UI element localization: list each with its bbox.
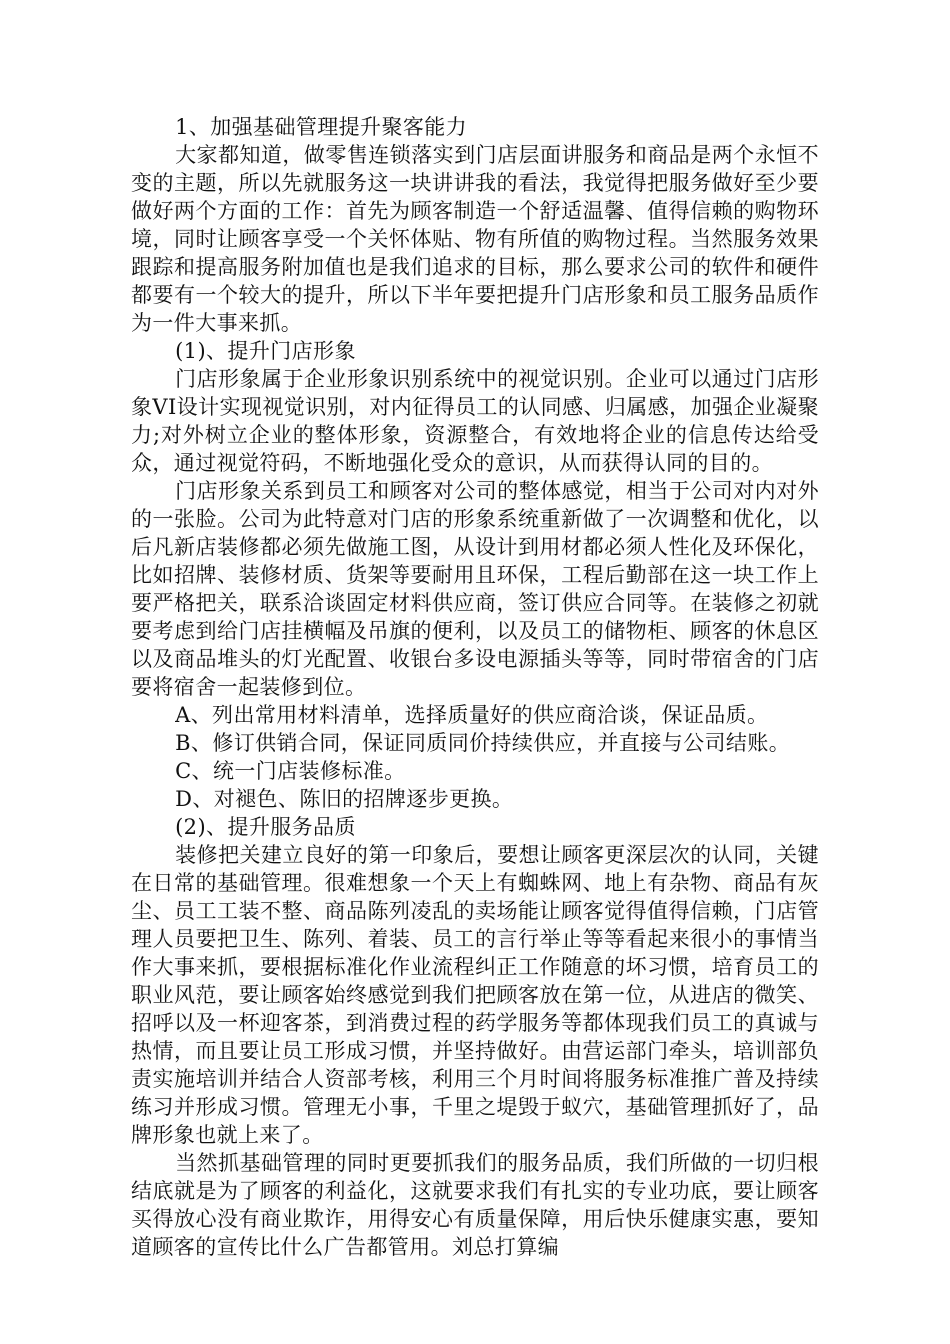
- paragraph-store-renovation: 门店形象关系到员工和顾客对公司的整体感觉，相当于公司对内对外的一张脸。公司为此特意对门店的形象系统重新做了一次调整和优化，以后凡新店装修都必须先做施工图，从设计到用材都必须人性化及环保化，比如招牌、装修材质、货架等要耐用且环保，工程后勤部在这一块工作上要严格把关，联系洽谈固定材料供应商，签订供应合同等。在装修之初就要考虑到给门店挂横幅及吊旗的便利，以及员工的储物柜、顾客的休息区以及商品堆头的灯光配置、收银台多设电源插头等等，同时带宿舍的门店要将宿舍一起装修到位。: [131, 479, 819, 699]
- document-body: [131, 113, 819, 1261]
- list-item-d: D、对褪色、陈旧的招牌逐步更换。: [175, 787, 514, 811]
- subheading-store-image: (1)、提升门店形象: [175, 339, 356, 363]
- paragraph-service-quality: 当然抓基础管理的同时更要抓我们的服务品质，我们所做的一切归根结底就是为了顾客的利益化，这就要求我们有扎实的专业功底，要让顾客买得放心没有商业欺诈，用得安心有质量保障，用后快乐健康实惠，要知道顾客的宣传比什么广告都管用。刘总打算编: [131, 1151, 819, 1259]
- list-item-c: C、统一门店装修标准。: [175, 759, 406, 783]
- paragraph-basic-management: 装修把关建立良好的第一印象后，要想让顾客更深层次的认同，关键在日常的基础管理。很难想象一个天上有蜘蛛网、地上有杂物、商品有灰尘、员工工装不整、商品陈列凌乱的卖场能让顾客觉得值得信赖，门店管理人员要把卫生、陈列、着装、员工的言行举止等等看起来很小的事情当作大事来抓，要根据标准化作业流程纠正工作随意的坏习惯，培育员工的职业风范，要让顾客始终感觉到我们把顾客放在第一位，从进店的微笑、招呼以及一杯迎客茶，到消费过程的药学服务等都体现我们员工的真诚与热情，而且要让员工形成习惯，并坚持做好。由营运部门牵头，培训部负责实施培训并结合人资部考核，利用三个月时间将服务标准推广普及持续练习并形成习惯。管理无小事，千里之堤毁于蚁穴，基础管理抓好了，品牌形象也就上来了。: [131, 843, 819, 1147]
- section-heading-basic-management: 1、加强基础管理提升聚客能力: [175, 115, 468, 139]
- subheading-service-quality: (2)、提升服务品质: [175, 815, 356, 839]
- paragraph-service-overview: 大家都知道，做零售连锁落实到门店层面讲服务和商品是两个永恒不变的主题，所以先就服务这一块讲讲我的看法，我觉得把服务做好至少要做好两个方面的工作：首先为顾客制造一个舒适温馨、值得信赖的购物环境，同时让顾客享受一个关怀体贴、物有所值的购物过程。当然服务效果跟踪和提高服务附加值也是我们追求的目标，那么要求公司的软件和硬件都要有一个较大的提升，所以下半年要把提升门店形象和员工服务品质作为一件大事来抓。: [131, 143, 819, 335]
- list-item-b: B、修订供销合同，保证同质同价持续供应，并直接与公司结账。: [175, 731, 791, 755]
- paragraph-store-image-vi: 门店形象属于企业形象识别系统中的视觉识别。企业可以通过门店形象VI设计实现视觉识别，对内征得员工的认同感、归属感，加强企业凝聚力;对外树立企业的整体形象，资源整合，有效地将企业的信息传达给受众，通过视觉符码，不断地强化受众的意识，从而获得认同的目的。: [131, 367, 819, 475]
- list-item-a: A、列出常用材料清单，选择质量好的供应商洽谈，保证品质。: [175, 703, 769, 727]
